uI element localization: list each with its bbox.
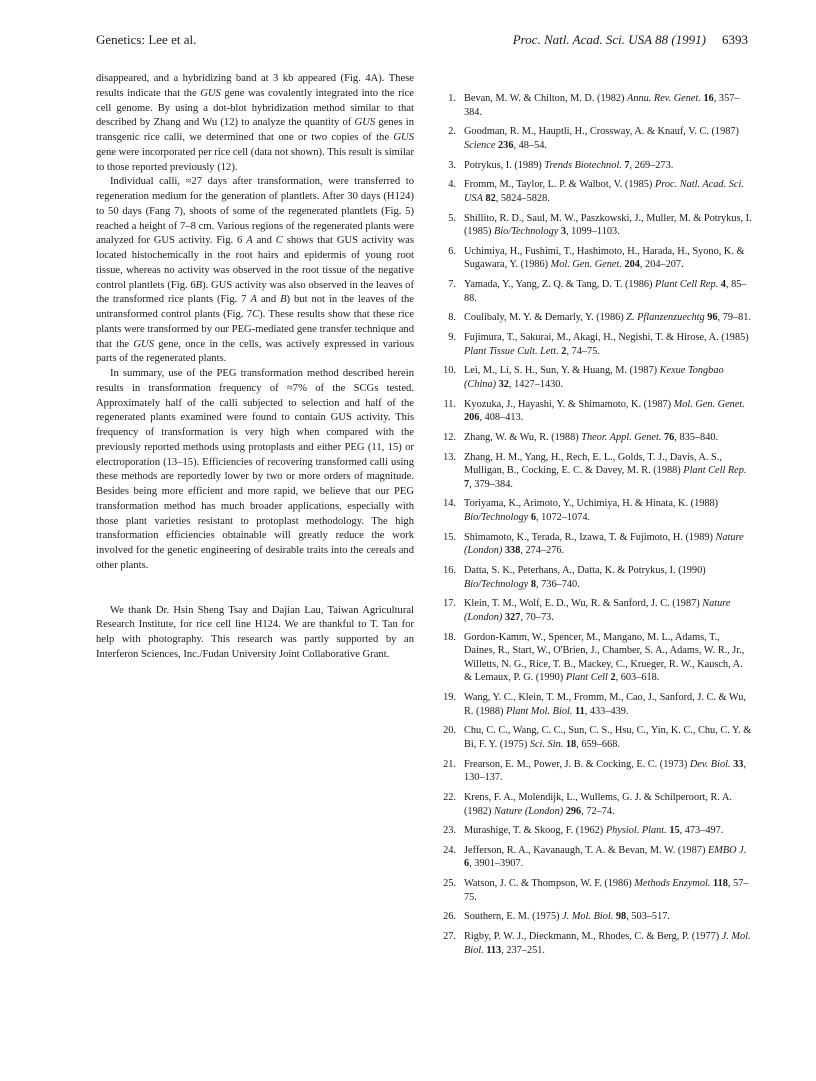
reference-authors: Watson, J. C. & Thompson, W. F. (1986) — [464, 878, 635, 890]
reference-pages: , 379–384. — [469, 478, 513, 490]
reference-number: 22. — [443, 791, 456, 803]
reference-journal: Plant Cell Rep. — [683, 465, 747, 477]
reference-pages: , 503–517. — [626, 911, 670, 923]
reference-pages: , 204–207. — [639, 259, 684, 271]
reference-volume: 33 — [733, 758, 744, 770]
reference-volume: 204 — [624, 259, 640, 271]
reference-journal: Nature (London) — [464, 531, 744, 557]
reference-pages: , 736–740. — [536, 578, 580, 590]
reference-item — [434, 631, 752, 685]
reference-journal: Z. Pflanzenzuechtg — [626, 312, 705, 324]
reference-number: 1. — [448, 93, 456, 104]
reference-volume: 8 — [530, 578, 536, 590]
reference-authors: Rigby, P. W. J., Dieckmann, M., Rhodes, C. & Berg, P. (1977) — [464, 931, 722, 943]
reference-journal: Kexue Tongbao (China) — [464, 365, 724, 390]
reference-journal: Bio/Technology — [494, 226, 559, 238]
reference-pages: , 130–137. — [464, 758, 746, 784]
reference-journal: Dev. Biol. — [689, 758, 731, 770]
reference-journal: Science — [464, 139, 496, 151]
reference-pages: , 1072–1074. — [536, 512, 591, 524]
reference-pages: , 835–840. — [674, 431, 719, 443]
reference-number: 20. — [443, 725, 456, 737]
reference-pages: , 72–74. — [581, 805, 615, 817]
reference-number: 8. — [448, 312, 456, 324]
reference-authors: Klein, T. M., Wolf, E. D., Wu, R. & Sanford, J. C. (1987) — [464, 598, 703, 610]
reference-number: 9. — [448, 332, 456, 344]
reference-authors: Zhang, H. M., Yang, H., Rech, E. L., Golds, T. J., Davis, A. S., Mulligan, B., Cocking, E. C. & Davey, M. R. (1988) — [464, 451, 722, 477]
reference-item — [434, 691, 752, 718]
reference-journal: Plant Cell — [565, 672, 608, 684]
reference-item — [434, 877, 752, 904]
reference-pages: , 274–276. — [520, 545, 565, 557]
reference-pages: , 473–497. — [679, 825, 724, 837]
reference-volume: 32 — [498, 378, 509, 390]
reference-pages: , 269–273. — [629, 159, 674, 171]
reference-authors: Shimamoto, K., Terada, R., Izawa, T. & Fujimoto, H. (1989) — [464, 531, 716, 543]
reference-journal: Trends Biotechnol. — [544, 159, 622, 171]
reference-item — [434, 159, 752, 173]
running-head-left: Genetics: Lee et al. — [96, 32, 197, 47]
reference-authors: Uchimiya, H., Fushimi, T., Hashimoto, H., Harada, H., Syono, K. & Sugawara, Y. (1986) — [464, 245, 745, 271]
reference-pages: , 79–81. — [717, 312, 751, 324]
reference-item — [434, 92, 752, 119]
reference-journal: Physiol. Plant. — [605, 825, 667, 837]
reference-number: 15. — [443, 531, 456, 543]
page-header — [96, 32, 748, 50]
reference-item — [434, 910, 752, 924]
reference-authors: Krens, F. A., Molendijk, L., Wullems, G. J. & Schilperoort, R. A. (1982) — [464, 791, 732, 817]
reference-journal: Plant Cell Rep. — [655, 279, 719, 291]
reference-number: 6. — [448, 245, 456, 257]
reference-pages: , 357–384. — [464, 93, 740, 118]
reference-item — [434, 451, 752, 492]
reference-authors: Fujimura, T., Sakurai, M., Akagi, H., Negishi, T. & Hirose, A. (1985) — [464, 332, 749, 344]
reference-authors: Fromm, M., Taylor, L. P. & Walbot, V. (1985) — [464, 179, 655, 191]
reference-number: 24. — [443, 844, 456, 856]
reference-volume: 82 — [485, 192, 496, 204]
paragraph-results-continued: disappeared, and a hybridizing band at 3 kb appeared (Fig. 4A). These results indicate that the GUS gene was covalently integrated into the rice cell genome. By using a dot-blot hybridization method similar to that described by Zhang and Wu (12) to analyze the quantity of GUS genes in transgenic rice calli, we determined that one or two copies of the GUS gene were incorporated per rice cell (data not shown). This result is similar to those reported previously (12). — [96, 73, 414, 173]
reference-item — [434, 724, 752, 751]
reference-authors: Kyozuka, J., Hayashi, Y. & Shimamoto, K. (1987) — [464, 398, 674, 410]
reference-authors: Jefferson, R. A., Kavanaugh, T. A. & Bevan, M. W. (1987) — [464, 844, 708, 856]
reference-item — [434, 178, 752, 205]
reference-item — [434, 398, 752, 425]
reference-volume: 18 — [565, 738, 577, 750]
reference-item — [434, 311, 752, 325]
reference-authors: Toriyama, K., Arimoto, Y., Uchimiya, H. & Hinata, K. (1988) — [464, 498, 719, 510]
reference-authors: Zhang, W. & Wu, R. (1988) — [464, 431, 582, 443]
reference-number: 26. — [443, 911, 456, 923]
reference-authors: Southern, E. M. (1975) — [464, 911, 563, 923]
reference-journal: Nature (London) — [494, 805, 564, 817]
reference-pages: , 74–75. — [566, 345, 600, 357]
reference-authors: Lei, M., Li, S. H., Sun, Y. & Huang, M. (1987) — [464, 365, 660, 377]
reference-volume: 11 — [574, 705, 585, 717]
reference-number: 18. — [443, 631, 456, 643]
reference-pages: , 1099–1103. — [566, 226, 620, 238]
reference-number: 13. — [443, 451, 456, 463]
reference-pages: , 48–54. — [513, 139, 547, 151]
reference-item — [434, 331, 752, 358]
reference-journal: Bio/Technology — [464, 578, 529, 590]
reference-item — [434, 824, 752, 838]
reference-list — [434, 92, 752, 963]
reference-number: 2. — [448, 126, 456, 138]
reference-number: 4. — [448, 179, 456, 191]
reference-volume: 338 — [504, 545, 521, 557]
reference-journal: Mol. Gen. Genet. — [673, 398, 745, 410]
reference-number: 11. — [443, 398, 456, 410]
paragraph-regeneration: Individual calli, ≈27 days after transformation, were transferred to regeneration medium for the generation of plantlets. After 30 days (H124) to 50 days (Fang 7), shoots of some of the regenerated plantlets (Fig. 5) reached a height of 7–8 cm. Various regions of the regenerated plants were analyzed for GUS activity. Fig. 6 A and C shows that GUS activity was located histochemically in the root hairs and epidermis of young root tissue, whereas no activity was observed in the root tissue of the negative control plantlets (Fig. 6B). GUS activity was also observed in the leaves of the transformed rice plants (Fig. 7 A and B) but not in the leaves of the untransformed control plants (Fig. 7C). These results show that these rice plants were transformed by our PEG-mediated gene transfer technique and that the GUS gene, once in the cells, was actively expressed in various parts of the regenerated plants. — [96, 176, 415, 365]
reference-pages: , 57–75. — [464, 878, 749, 903]
reference-volume: 206 — [464, 412, 480, 424]
reference-journal: J. Mol. Biol. — [562, 911, 614, 923]
reference-number: 10. — [443, 365, 456, 377]
reference-number: 25. — [443, 878, 456, 890]
reference-volume: 236 — [498, 139, 514, 151]
reference-journal: Proc. Natl. Acad. Sci. USA — [464, 179, 744, 204]
reference-item — [434, 431, 752, 445]
reference-volume: 6 — [464, 858, 470, 870]
reference-journal: Mol. Gen. Genet. — [550, 259, 622, 271]
reference-number: 19. — [443, 692, 456, 704]
reference-item — [434, 497, 752, 524]
reference-item — [434, 930, 752, 957]
reference-number: 16. — [443, 565, 456, 577]
reference-number: 7. — [448, 279, 456, 291]
reference-pages: , 1427–1430. — [508, 378, 563, 390]
reference-authors: Murashige, T. & Skoog, F. (1962) — [464, 825, 606, 837]
reference-authors: Yamada, Y., Yang, Z. Q. & Tang, D. T. (1986) — [464, 279, 656, 291]
reference-number: 23. — [443, 825, 456, 837]
reference-authors: Coulibaly, M. Y. & Demarly, Y. (1986) — [464, 312, 627, 324]
reference-volume: 3 — [560, 226, 567, 238]
reference-authors: Shillito, R. D., Saul, M. W., Paszkowski, J., Muller, M. & Potrykus, I. (1985) — [464, 212, 752, 238]
reference-item — [434, 844, 752, 871]
reference-pages: , 659–668. — [576, 738, 620, 750]
reference-number: 3. — [448, 159, 456, 171]
reference-number: 12. — [443, 431, 456, 443]
reference-authors: Frearson, E. M., Power, J. B. & Cocking, E. C. (1973) — [464, 758, 690, 770]
journal-citation: Proc. Natl. Acad. Sci. USA 88 (1991) — [512, 32, 706, 47]
reference-volume: 16 — [703, 93, 714, 104]
reference-item — [434, 758, 752, 785]
reference-authors: Datta, S. K., Peterhans, A., Datta, K. & Potrykus, I. (1990) — [464, 565, 706, 577]
reference-journal: Plant Mol. Biol. — [506, 705, 573, 717]
reference-volume: 327 — [504, 611, 521, 623]
reference-pages: , 85–88. — [464, 279, 747, 304]
reference-journal: J. Mol. Biol. — [464, 931, 751, 956]
reference-authors: Goodman, R. M., Hauptli, H., Crossway, A. & Knauf, V. C. (1987) — [464, 126, 739, 138]
reference-volume: 98 — [615, 911, 627, 923]
reference-pages: , 70–73. — [520, 611, 554, 623]
reference-authors: Chu, C. C., Wang, C. C., Sun, C. S., Hsu, C., Yin, K. C., Chu, C. Y. & Bi, F. Y. (1975) — [464, 725, 752, 750]
reference-item — [434, 597, 752, 624]
reference-journal: Plant Tissue Cult. Lett. — [464, 345, 559, 357]
reference-journal: Annu. Rev. Genet. — [627, 93, 701, 104]
acknowledgment: We thank Dr. Hsin Sheng Tsay and Dajian Lau, Taiwan Agricultural Research Institute, for rice cell line H124. We are thankful to T. Tan for help with photography. This research was partly supported by an Interferon Sciences, Inc./Fudan University Joint Collaborative Grant. — [96, 604, 414, 660]
running-head-right — [513, 32, 748, 48]
reference-volume: 15 — [669, 825, 680, 837]
page-number: 6393 — [722, 32, 748, 47]
reference-item — [434, 125, 752, 152]
reference-volume: 7 — [624, 159, 630, 171]
reference-item — [434, 212, 752, 239]
reference-journal: Bio/Technology — [464, 512, 529, 524]
reference-volume: 96 — [707, 312, 718, 324]
reference-pages: , 433–439. — [584, 705, 629, 717]
reference-volume: 118 — [713, 878, 728, 890]
reference-authors: Bevan, M. W. & Chilton, M. D. (1982) — [464, 93, 628, 104]
reference-pages: , 3901–3907. — [469, 858, 524, 870]
reference-item — [434, 364, 752, 391]
reference-pages: , 5824–5828. — [495, 192, 550, 204]
reference-volume: 7 — [464, 478, 470, 490]
reference-journal: Methods Enzymol. — [634, 878, 711, 890]
reference-journal: Sci. Sin. — [529, 738, 564, 750]
reference-number: 27. — [443, 931, 456, 943]
reference-volume: 2 — [610, 672, 616, 684]
reference-pages: , 603–618. — [615, 672, 660, 684]
reference-pages: , 408–413. — [479, 412, 524, 424]
reference-journal: Theor. Appl. Genet. — [581, 431, 662, 443]
reference-pages: , 237–251. — [501, 944, 545, 956]
reference-volume: 113 — [486, 944, 502, 956]
reference-number: 21. — [443, 758, 456, 770]
reference-item — [434, 531, 752, 558]
reference-journal: EMBO J. — [707, 844, 747, 856]
reference-number: 5. — [448, 212, 456, 224]
reference-volume: 6 — [530, 512, 536, 524]
reference-item — [434, 564, 752, 591]
reference-authors: Gordon-Kamm, W., Spencer, M., Mangano, M. L., Adams, T., Daines, R., Start, W., O'Brien, J., Chamber, S. A., Adams, W. R., Jr., Willetts, N. G., Rice, T. B., Mackey, C., Krueger, R. W., Kausch, A. & Lemaux, P. G. (1990) — [464, 631, 745, 684]
reference-volume: 76 — [664, 431, 675, 443]
body-text-column — [96, 72, 414, 663]
reference-volume: 296 — [565, 805, 582, 817]
reference-journal: Nature (London) — [464, 598, 731, 623]
reference-authors: Potrykus, I. (1989) — [464, 159, 545, 171]
reference-item — [434, 791, 752, 818]
reference-item — [434, 278, 752, 305]
reference-item — [434, 245, 752, 272]
reference-volume: 4 — [720, 279, 726, 291]
reference-volume: 2 — [561, 345, 567, 357]
reference-number: 17. — [443, 598, 456, 610]
reference-authors: Wang, Y. C., Klein, T. M., Fromm, M., Cao, J., Sanford, J. C. & Wu, R. (1988) — [464, 692, 746, 717]
reference-number: 14. — [443, 498, 456, 510]
paragraph-summary: In summary, use of the PEG transformation method described herein results in transformation frequency of ≈7% of the SCGs tested. Approximately half of the calli subjected to selection and half of the regenerated plants examined were found to contain GUS activity. This frequency of transformation is very high when compared with the previously reported methods using protoplasts and either PEG (11, 15) or electroporation (13–15). Efficiencies of recovering transformed calli using these methods are reportedly lower by two or more orders of magnitude. Besides being more efficient and more rapid, we believe that our PEG transformation method has much broader applications, especially with those plant varieties resistant to protoplast methodology. The high transformation efficiencies obtainable will greatly reduce the work involved for the genetic engineering of desirable traits into the cereals and other plants. — [96, 368, 414, 571]
